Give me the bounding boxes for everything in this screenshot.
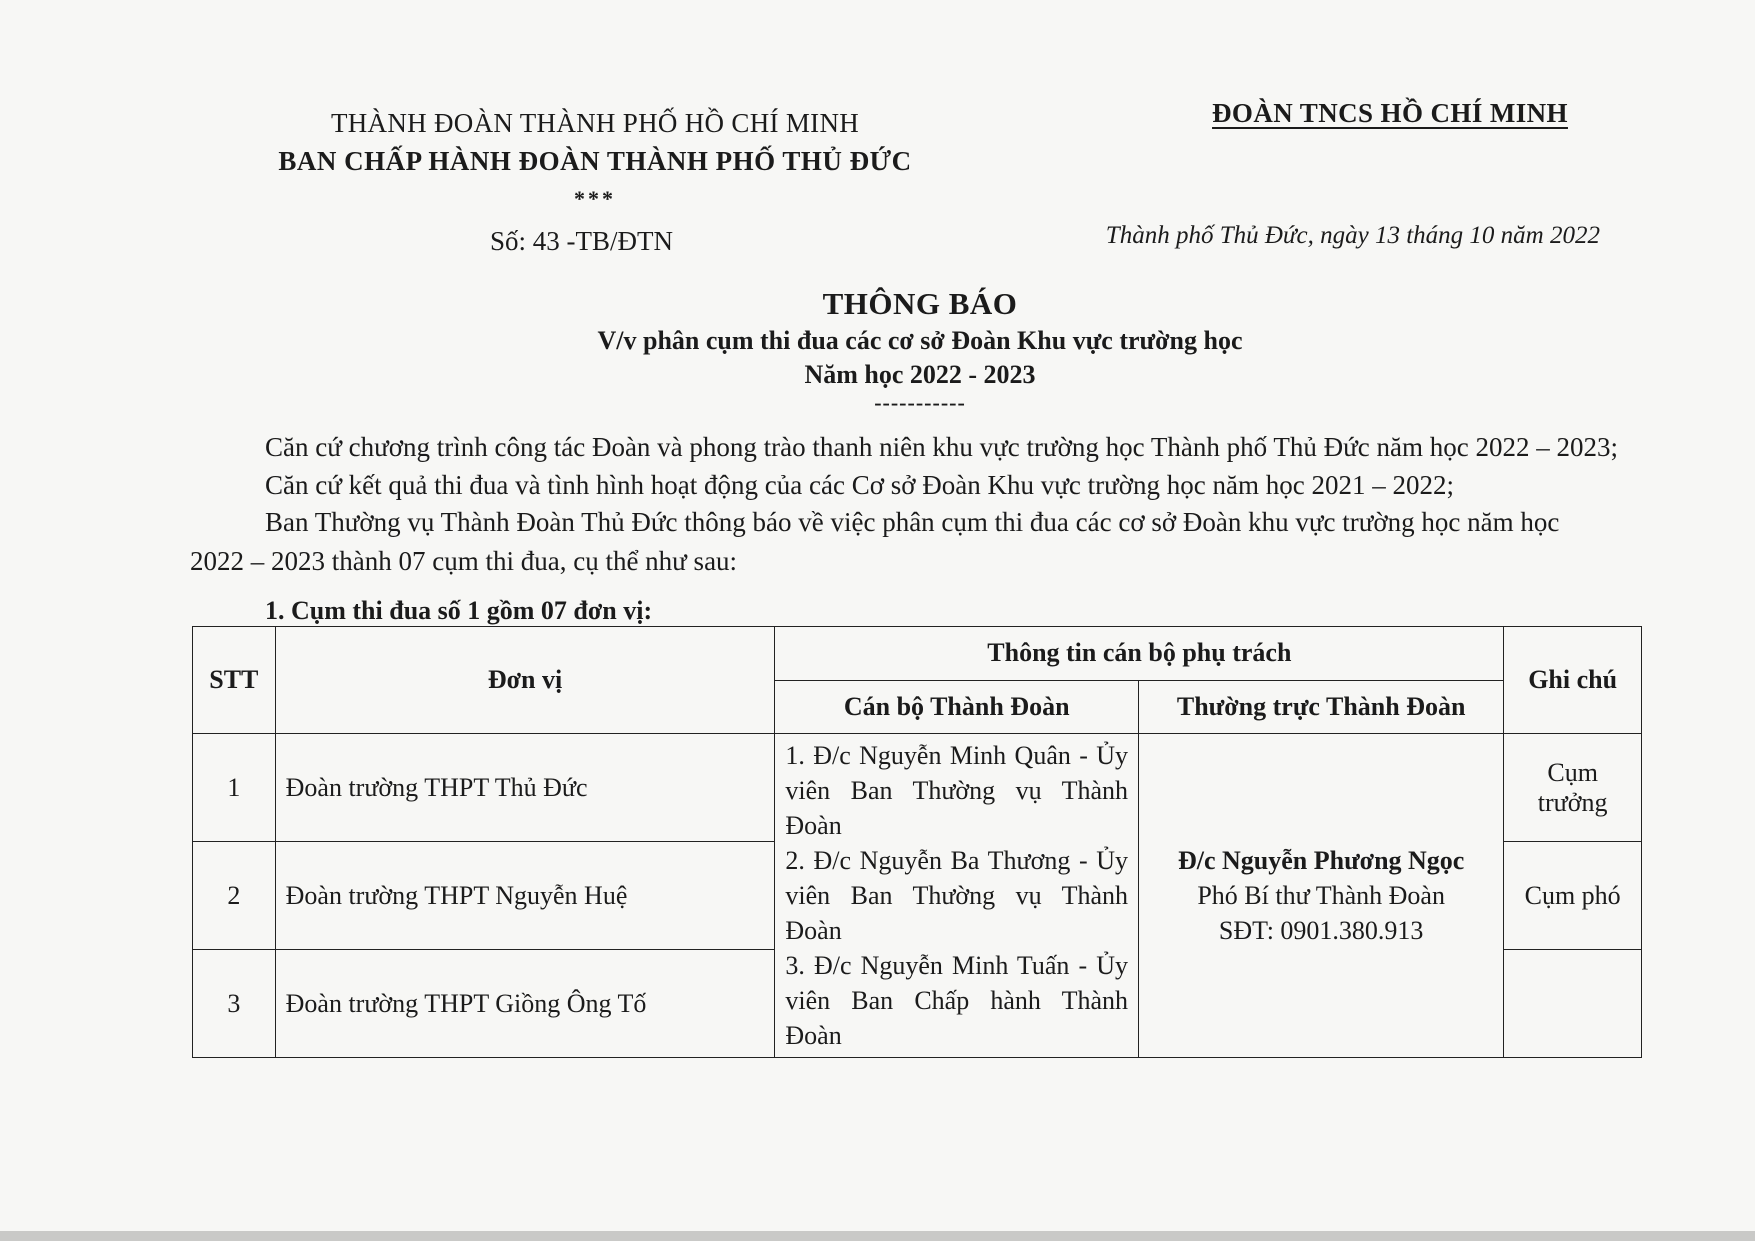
cadre-item: 2. Đ/c Nguyễn Ba Thương - Ủy viên Ban Thường vụ Thành Đoàn bbox=[785, 846, 1129, 945]
document-title: THÔNG BÁO bbox=[822, 286, 1018, 321]
cell-unit: Đoàn trường THPT Thủ Đức bbox=[275, 734, 775, 842]
header-city-cadre: Cán bộ Thành Đoàn bbox=[775, 680, 1139, 734]
separator-stars: *** bbox=[574, 186, 616, 211]
standing-phone: SĐT: 0901.380.913 bbox=[1218, 916, 1424, 945]
cell-stt: 1 bbox=[193, 734, 276, 842]
title-rule: ----------- bbox=[874, 390, 966, 415]
paragraph-announcement-cont: 2022 – 2023 thành 07 cụm thi đua, cụ thể như sau: bbox=[190, 546, 738, 576]
cadre-item: 1. Đ/c Nguyễn Minh Quân - Ủy viên Ban Thường vụ Thành Đoàn bbox=[785, 741, 1129, 840]
paragraph-basis-1: Căn cứ chương trình công tác Đoàn và phong trào thanh niên khu vực trường học Thành phố Thủ Đức năm học 2022 – 2023; bbox=[265, 432, 1618, 462]
cell-standing bbox=[1139, 734, 1504, 1058]
cell-note: Cụm phó bbox=[1504, 842, 1642, 950]
header-unit: Đơn vị bbox=[275, 627, 775, 734]
cadre-item: 3. Đ/c Nguyễn Minh Tuấn - Ủy viên Ban Chấp hành Thành Đoàn bbox=[785, 951, 1129, 1050]
cluster-table bbox=[192, 626, 1642, 1058]
note-text: Cụm trưởng bbox=[1537, 757, 1608, 817]
cell-stt: 2 bbox=[193, 842, 276, 950]
standing-name: Đ/c Nguyễn Phương Ngọc bbox=[1177, 846, 1465, 875]
section-heading-cluster-1: 1. Cụm thi đua số 1 gồm 07 đơn vị: bbox=[265, 596, 653, 625]
standing-role: Phó Bí thư Thành Đoàn bbox=[1197, 881, 1445, 910]
cell-unit: Đoàn trường THPT Giồng Ông Tố bbox=[275, 950, 775, 1058]
cell-stt: 3 bbox=[193, 950, 276, 1058]
header-stt: STT bbox=[193, 627, 276, 734]
org-name-line1: THÀNH ĐOÀN THÀNH PHỐ HỒ CHÍ MINH bbox=[330, 108, 860, 138]
cell-note bbox=[1504, 734, 1642, 842]
table-header-row bbox=[193, 627, 1642, 681]
document-number: Số: 43 -TB/ĐTN bbox=[490, 226, 674, 256]
document-subject: V/v phân cụm thi đua các cơ sở Đoàn Khu vực trường học bbox=[597, 326, 1243, 355]
paragraph-announcement: Ban Thường vụ Thành Đoàn Thủ Đức thông báo về việc phân cụm thi đua các cơ sở Đoàn khu vực trường học năm học bbox=[265, 507, 1560, 537]
header-info: Thông tin cán bộ phụ trách bbox=[775, 627, 1504, 681]
scan-edge bbox=[0, 1231, 1755, 1241]
date-line: Thành phố Thủ Đức, ngày 13 tháng 10 năm 2022 bbox=[1105, 222, 1600, 249]
union-name: ĐOÀN TNCS HỒ CHÍ MINH bbox=[1212, 98, 1568, 128]
org-name-line2: BAN CHẤP HÀNH ĐOÀN THÀNH PHỐ THỦ ĐỨC bbox=[278, 146, 912, 176]
paragraph-basis-2: Căn cứ kết quả thi đua và tình hình hoạt động của các Cơ sở Đoàn Khu vực trường học năm học 2021 – 2022; bbox=[265, 470, 1454, 500]
cell-city-cadres bbox=[775, 734, 1139, 1058]
header-standing: Thường trực Thành Đoàn bbox=[1139, 680, 1504, 734]
cell-unit: Đoàn trường THPT Nguyễn Huệ bbox=[275, 842, 775, 950]
cell-note bbox=[1504, 950, 1642, 1058]
table-row bbox=[193, 734, 1642, 842]
header-note: Ghi chú bbox=[1504, 627, 1642, 734]
school-year: Năm học 2022 - 2023 bbox=[804, 360, 1036, 389]
